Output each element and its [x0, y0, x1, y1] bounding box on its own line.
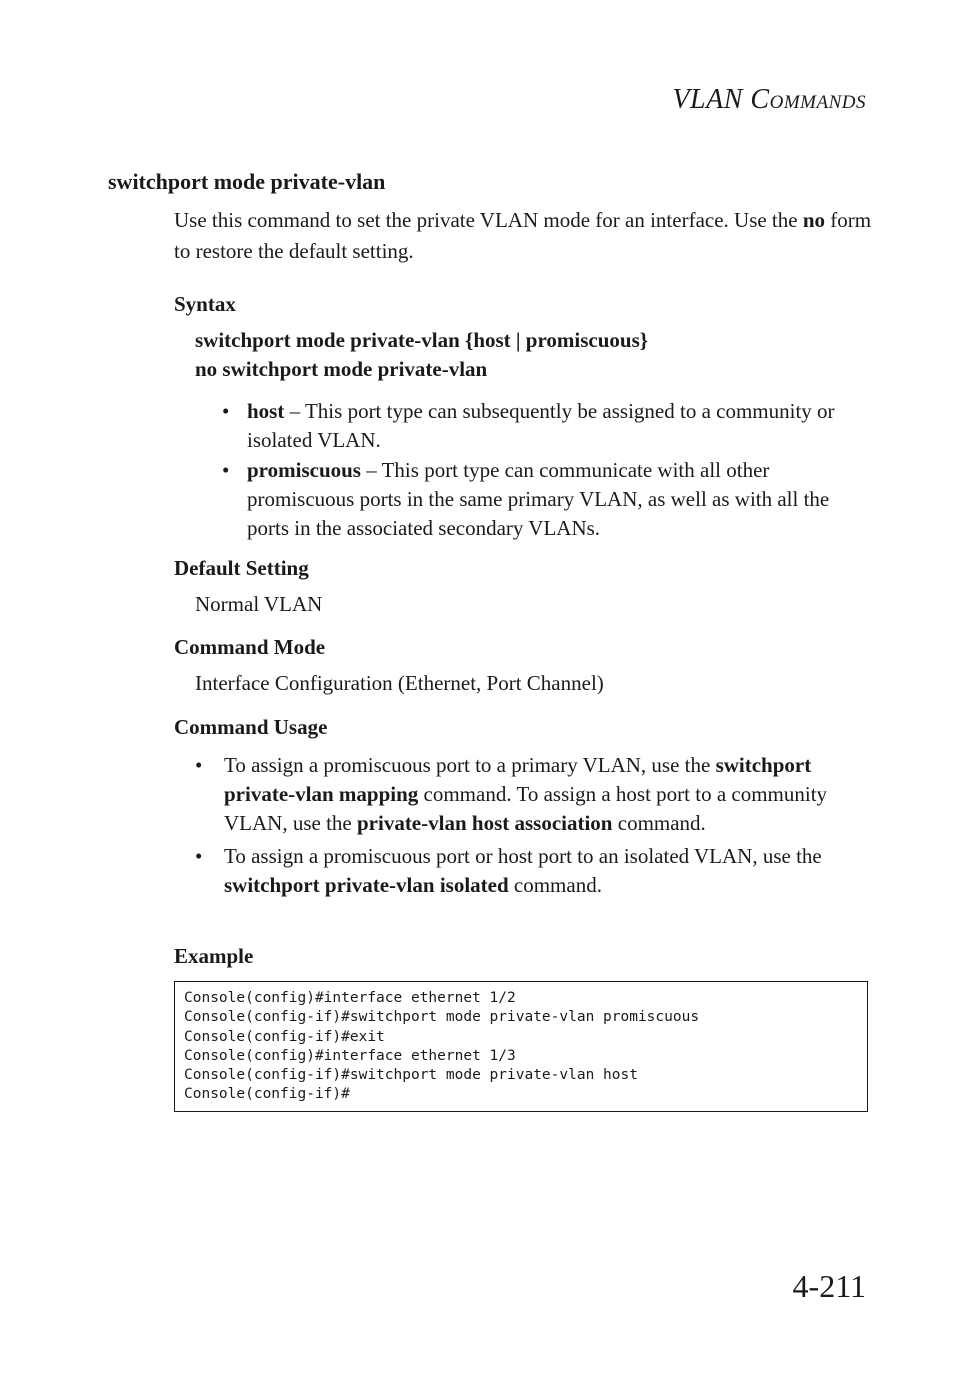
command-usage-heading: Command Usage	[174, 715, 328, 739]
running-header-part1: VLAN	[672, 84, 743, 115]
usage-list	[195, 751, 875, 904]
code-line: Console(config)#interface ethernet 1/3	[184, 1047, 516, 1064]
code-line: Console(config-if)#	[184, 1086, 350, 1103]
usage-text: command. To assign a host port to a community VLAN, use the	[224, 782, 828, 835]
code-line: Console(config-if)#switchport mode private-vlan promiscuous	[184, 1009, 700, 1026]
bullet-icon: •	[222, 399, 230, 423]
command-mode-heading: Command Mode	[174, 635, 326, 659]
parameter-term: host	[247, 399, 285, 423]
syntax-line-1: switchport mode private-vlan {host | promiscuous}	[195, 328, 649, 352]
usage-bold: switchport private-vlan mapping	[224, 753, 812, 806]
parameter-item-host	[222, 397, 872, 455]
example-code-block	[174, 981, 868, 1112]
command-description	[174, 205, 874, 267]
usage-bold: switchport private-vlan isolated	[224, 873, 509, 897]
parameter-list	[222, 397, 872, 544]
parameter-desc: – This port type can communicate with all other promiscuous ports in the same primary VLAN, as well as with all the ports in the associated secondary VLANs.	[247, 458, 830, 540]
intro-bold-no: no	[802, 208, 826, 232]
usage-text: command.	[508, 873, 602, 897]
syntax-heading: Syntax	[174, 292, 236, 316]
usage-bold: private-vlan host association	[356, 811, 613, 835]
parameter-term: promiscuous	[247, 458, 361, 482]
command-title: switchport mode private-vlan	[108, 169, 386, 194]
code-line: Console(config)#interface ethernet 1/2	[184, 990, 516, 1006]
default-setting-heading: Default Setting	[174, 556, 309, 580]
page-number: 4-211	[792, 1268, 866, 1304]
command-mode-value: Interface Configuration (Ethernet, Port Channel)	[195, 671, 604, 695]
usage-text: To assign a promiscuous port or host port to an isolated VLAN, use the	[224, 844, 822, 868]
bullet-icon: •	[195, 753, 203, 777]
usage-text: command.	[612, 811, 706, 835]
bullet-icon: •	[195, 844, 203, 868]
example-heading: Example	[174, 944, 254, 968]
running-header	[672, 84, 866, 116]
running-header-part2: C	[750, 84, 770, 115]
usage-text: To assign a promiscuous port to a primary VLAN, use the	[224, 753, 716, 777]
intro-text-2: form to restore the default setting.	[174, 208, 872, 263]
running-header-part3: OMMANDS	[769, 92, 866, 113]
usage-item-2	[195, 842, 875, 900]
parameter-desc: – This port type can subsequently be assigned to a community or isolated VLAN.	[247, 399, 835, 452]
parameter-item-promiscuous	[222, 456, 872, 543]
usage-item-1	[195, 751, 875, 838]
code-line: Console(config-if)#exit	[184, 1028, 385, 1045]
bullet-icon: •	[222, 458, 230, 482]
syntax-line-2: no switchport mode private-vlan	[195, 357, 488, 381]
default-setting-value: Normal VLAN	[195, 592, 323, 616]
code-line: Console(config-if)#switchport mode private-vlan host	[184, 1067, 638, 1084]
intro-text-1: Use this command to set the private VLAN mode for an interface. Use the	[174, 208, 803, 232]
